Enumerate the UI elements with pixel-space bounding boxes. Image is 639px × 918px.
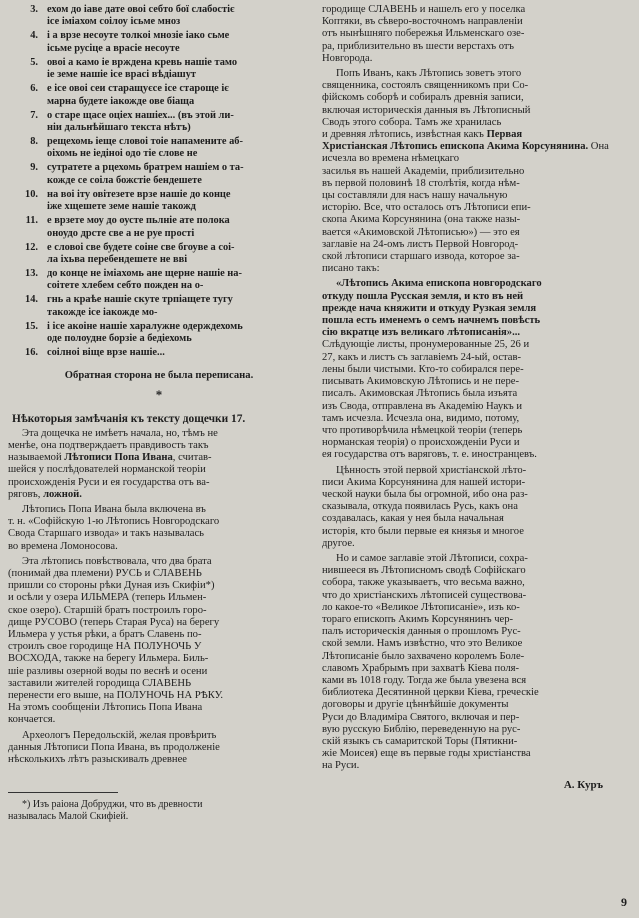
list-item: 7. о старе щасе оціех нашіех... (въ этой ли- ніи дальнѣйшаго текста нѣтъ) [30,109,234,134]
quoted-title: «Лѣтопись Акима епископа новгородскаго откуду пошла Русская земля, и кто въ ней прежде нача княжити и откуду Рузкая земля пошла есть именемъ о семъ начнемъ повѣсть сію вкратце изъ великаго лѣтописанія»... [322,278,542,339]
list-item: 16. соілноі віще врзе нашіе... [25,347,165,359]
back-side-note: Обратная сторона не была переписана. [64,369,254,381]
list-item: 15. і ісе акоіне нашіе харалужне одерждехомь оде полоудне борзіе а бедіехомь [25,320,243,345]
right-column [322,4,627,791]
list-item: 11. е врзете моу до оусте пьлніе ате полока оноудо дрсте све а не руе прості [25,215,230,239]
left-column [8,4,310,823]
list-item: 4. і а врзе несоуте толкоі мнозіе іако сьме ісьме русіце а врасіе несоуте [30,30,230,54]
page-number: 9 [621,895,627,909]
list-item: 13. до конце не іміахомь ане щерне нашіе на- соітете хлебем себто пожден на о- [25,268,242,292]
paragraph: Эта дощечка не имѣетъ начала, но, тѣмъ не менѣе, она подтверждаетъ правдивость такъ называемой Лѣтописи Попа Ивана, считав- шейся у послѣдователей норманской теоріи происхожденія Руси и ея государства отъ ва- ряговъ, ложной. [8,427,218,500]
list-item: 14. гнь а краѣе нашіе скуте трпіащете тугу такожде ісе іакожде мо- [25,294,233,318]
paragraph: Эта лѣтопись повѣствовала, что два брата (понимай два племени) РУСЬ и СЛАВЕНЬ пришли со стороны рѣки Дуная изъ Скифіи*) и осѣли у озера ИЛЬМЕРА (теперь Ильмен- ское озеро). Старшій братъ построилъ горо- дище РУСОВО (теперь Старая Руса) на берегу Ильмера у устья рѣки, а братъ Славень по- строилъ свое городище НА ПОЛУНОЧЬ У ВОСХОДА, также на берегу Ильмера. Биль- шіе разливы озерной воды по веснѣ и осени заставили жителей городища СЛАВЕНЬ перенести его выше, на ПОЛУНОЧЬ НА РѢКУ. На этомъ сообщеніи Лѣтопись Попа Ивана кончается. [8,555,224,726]
section-title: Нѣкоторыя замѣчанія къ тексту дощечки 17. [12,412,246,425]
paragraph: городище СЛАВЕНЬ и нашелъ его у поселка Коптяки, въ сѣверо-восточномъ направленіи отъ нынѣшняго побережья Ильменскаго озе- ра, приблизительно въ шести верстахъ отъ Новгорода. [322,4,526,64]
list-item: 9. сутратете а рцехомь братрем нашіем о та- кожде се соіла божстіе бендешете [30,162,244,186]
paragraph: Лѣтопись Попа Ивана была включена въ т. н. «Софійскую 1-ю Лѣтопись Новгородскаго Свода Старшаго извода» и такъ называлась во времена Ломоносова. [8,503,220,552]
author-signature: А. Куръ [563,778,603,791]
paragraph: Попъ Иванъ, какъ Лѣтопись зоветъ этого священника, состоялъ священникомъ при Со- фійскомъ соборѣ и собиралъ древнія записи, включая историческія данныя въ Лѣтописный Сводъ этого собора. Тамъ же хранилась и древняя лѣтопись, извѣстная какъ Первая Христіанская Лѣтопись епископа Акима Корсунянина. Она исчезла во времена нѣмецкаго засилья въ нашей Академіи, приблизительно въ первой половинѣ 18 столѣтія, когда нѣм- цы составляли для насъ нашу начальную исторію. Все, что осталось отъ Лѣтописи епи- скопа Акима Корсунянина (она также назы- вается «Акимовской Лѣтописью») — это ея заглавіе на 24-омъ листъ Первой Новгород- ской лѣтописи старшаго извода, которое за- писано такъ: [322,68,609,275]
list-item: 10. на воі іту овітезете врзе нашіе до конце іже хщешете земе нашіе такожд [25,188,231,213]
paragraph: Но и самое заглавіе этой Лѣтописи, сохра- нившееся въ Лѣтописномъ сводѣ Софійскаго собора, также указываетъ, что весьма важно, что до христіанскихъ лѣтописей существова- ло какое-то «Великое Лѣтописаніе», изъ ко- тораго епископъ Акимъ Корсунянинъ чер- палъ историческія данныя о прошломъ Рус- ской земли. Намъ извѣстно, что это Великое Лѣтописаніе было захвачено королемъ Боле- славомъ Храбрымъ при захватѣ Кіева поля- ками въ 1018 году. Тогда же была увезена вся библиотека Десятинной церкви Кіева, греческіе договоры и другіе цѣннѣйшіе документы Руси до Владиміра Святого, включая и пер- вую русскую Библію, переведенную на рус- скій языкъ съ самаритской Торы (Пятикни- жіе Моисея) еще въ первые годы христіанства на Руси. [322,552,539,772]
section-divider-star: * [155,386,163,402]
list-item: 3. ехом до іаве дате овоі себто бої слабостіє ісе іміахом соілоу ісьме мноз [30,4,235,28]
list-item: 5. овоі а камо іе врждена кревь нашіе тамо іе земе нашіе ісе врасі вѣдіашут [30,56,238,81]
list-item: 12. е словоі све будете соіне све бгоуве а соі- ла іхьва перебендешете не вві [25,241,235,266]
paragraph: Слѣдующіе листы, пронумерованные 25, 26 и 27, какъ и листъ съ заглавіемъ 24-ый, остав- лены были чистыми. Кто-то собирался пере- писывать Акимовскую Лѣтопись и не пере- писалъ. Акимовская Лѣтопись была изъята изъ Свода, отправлена въ Академію Наукъ и тамъ исчезла. Исчезла она, видимо, потому, что противорѣчила нѣмецкой теоріи (теперь норманская теорія) о происхожденіи Руси и ея государства отъ варяговъ, т. е. иностранцевъ. [322,339,537,461]
transcription-list [8,4,310,360]
list-item: 8. рещехомь іеще словоі тоіе напамените аб- оіхомь не іедіноі одо тіе слове не [30,136,243,160]
paragraph: Цѣнность этой первой христіанской лѣто- писи Акима Корсунянина для нашей истори- ческой науки была бы огромной, ибо она раз- сказывала, откуда появилась Русь, какъ она создавалась, какая у нея была начальная исторія, кто были первые ея князья и многое другое. [322,464,528,549]
list-item: 6. е ісе овоі сеи старащуєсе ісе староще іє марна будете іакожде ове біаща [30,83,229,107]
footnote: *) Изъ раіона Добруджи, что въ древности называлась Малой Скифіей. [8,799,203,823]
footnote-divider [8,792,118,793]
paragraph: Археологъ Передольскій, желая провѣрить данныя Лѣтописи Попа Ивана, въ продолженіе нѣсколькихъ лѣтъ разыскивалъ древнее [8,729,220,765]
